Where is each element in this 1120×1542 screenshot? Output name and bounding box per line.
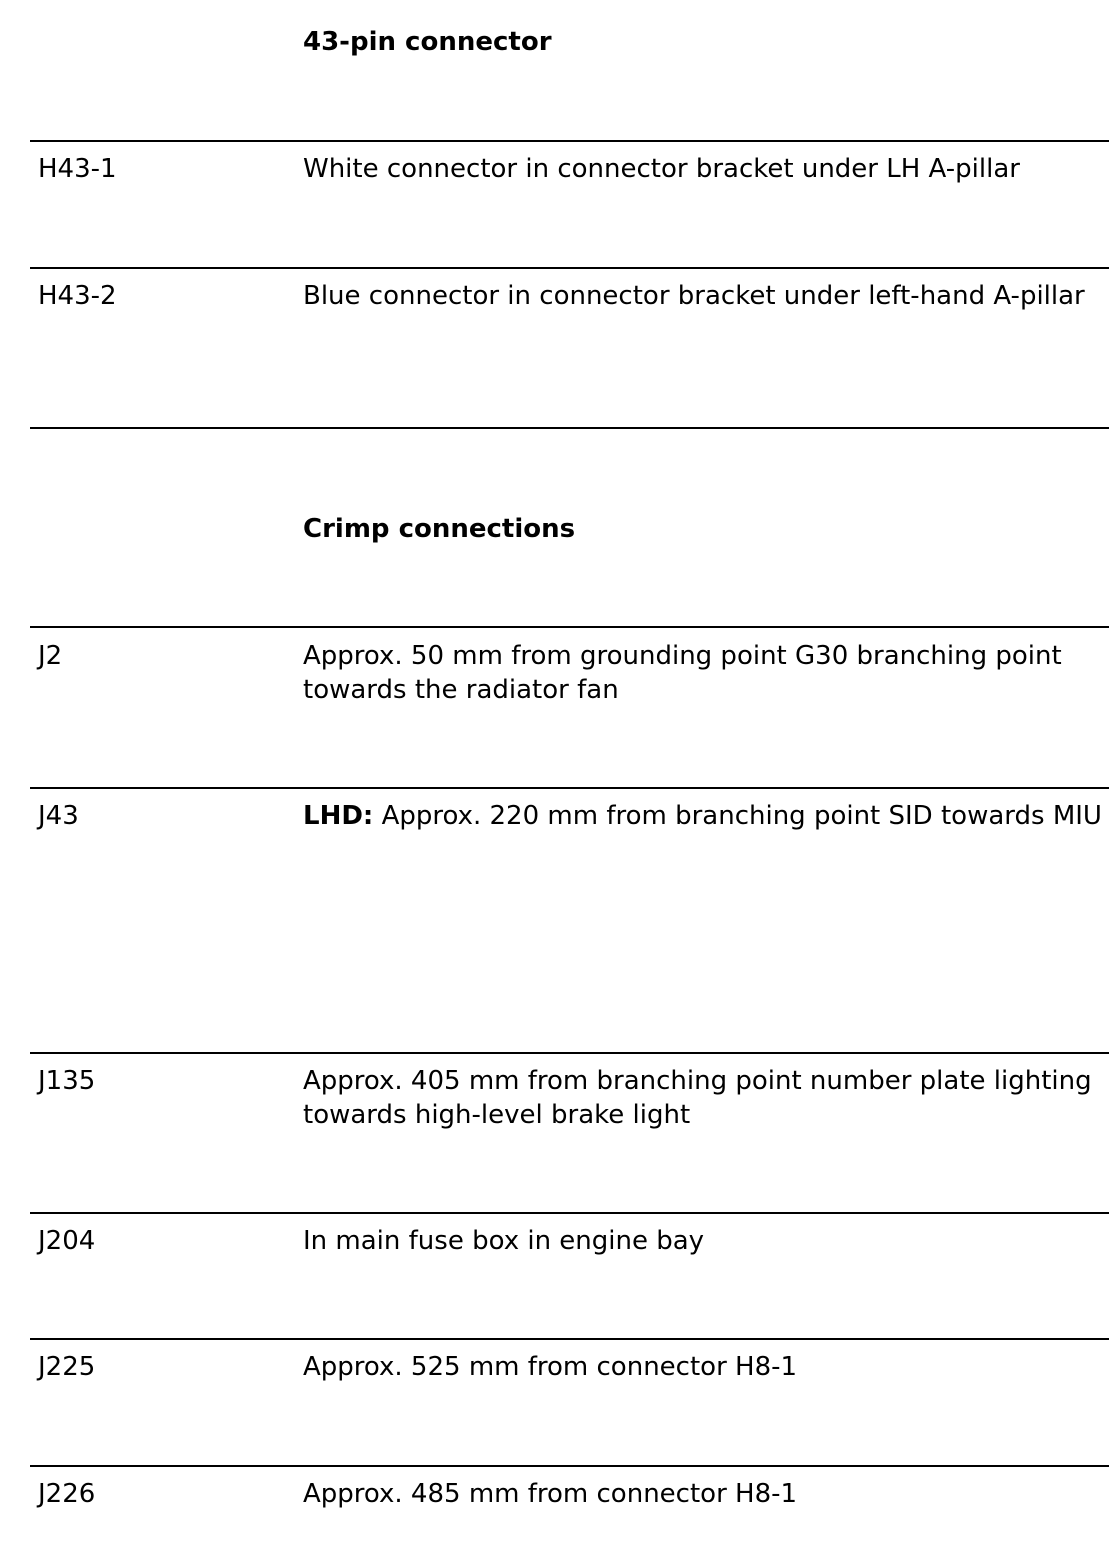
connector-code: J225 xyxy=(38,1352,96,1382)
connector-description: Blue connector in connector bracket under left-hand A-pillar xyxy=(303,281,1085,311)
connector-code: J135 xyxy=(38,1066,96,1096)
table-rule xyxy=(30,140,1109,142)
connector-description xyxy=(303,799,1109,833)
connector-code: J43 xyxy=(38,801,79,831)
section-heading-43-pin-connector: 43-pin connector xyxy=(303,27,552,57)
table-rule xyxy=(30,1338,1109,1340)
connector-description: In main fuse box in engine bay xyxy=(303,1226,705,1256)
table-rule xyxy=(30,1052,1109,1054)
table-rule xyxy=(30,787,1109,789)
connector-description: White connector in connector bracket under LH A-pillar xyxy=(303,154,1020,184)
connector-description: Approx. 405 mm from branching point number plate lighting towards high-level brake light xyxy=(303,1066,1092,1130)
table-rule xyxy=(30,1465,1109,1467)
connector-code: J226 xyxy=(38,1479,96,1509)
connector-code: J204 xyxy=(38,1226,96,1256)
section-heading-crimp-connections: Crimp connections xyxy=(303,514,576,544)
connector-description: Approx. 525 mm from connector H8-1 xyxy=(303,1352,798,1382)
table-rule xyxy=(30,1212,1109,1214)
lhd-prefix: LHD: xyxy=(303,801,374,831)
connector-code: H43-2 xyxy=(38,281,117,311)
connector-code: H43-1 xyxy=(38,154,117,184)
description-text: Approx. 220 mm from branching point SID towards MIU xyxy=(373,801,1102,831)
table-rule xyxy=(30,626,1109,628)
table-rule xyxy=(30,427,1109,429)
connector-description: Approx. 50 mm from grounding point G30 branching point towards the radiator fan xyxy=(303,641,1062,705)
connector-description: Approx. 485 mm from connector H8-1 xyxy=(303,1479,798,1509)
table-rule xyxy=(30,267,1109,269)
connector-code: J2 xyxy=(38,641,63,671)
